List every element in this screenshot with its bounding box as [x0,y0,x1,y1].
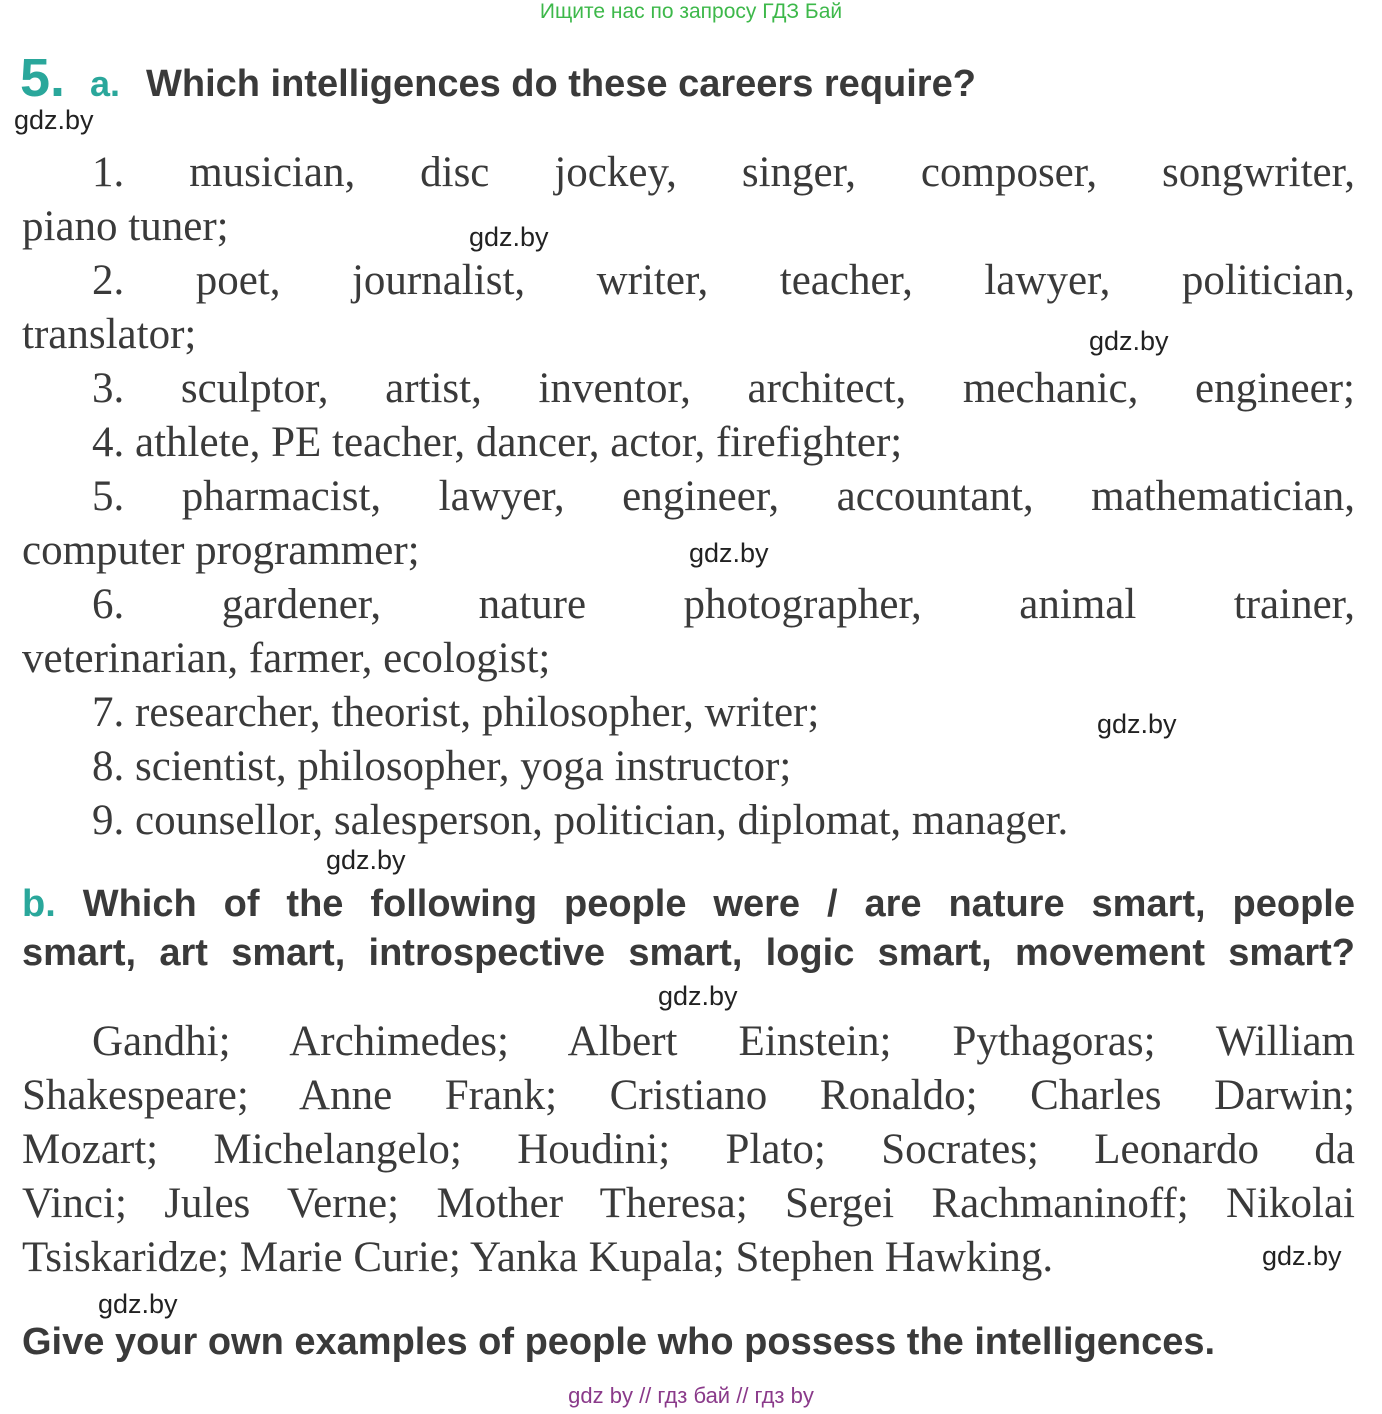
career-line: 4. athlete, PE teacher, dancer, actor, firefighter; [92,419,903,466]
career-line: 3. sculptor, artist, inventor, architect, mechanic, engineer; [92,365,1355,412]
names-line: Mozart; Michelangelo; Houdini; Plato; Socrates; Leonardo da [22,1126,1355,1173]
names-line: Shakespeare; Anne Frank; Cristiano Ronaldo; Charles Darwin; [22,1072,1355,1119]
part-b-question-line [22,882,1355,926]
names-line: Gandhi; Archimedes; Albert Einstein; Pythagoras; William [92,1018,1355,1065]
top-banner: Ищите нас по запросу ГДЗ Бай [539,0,843,23]
watermark: gdz.by [658,981,738,1011]
career-line: translator; [22,311,197,358]
career-line: 1. musician, disc jockey, singer, composer, songwriter, [92,149,1355,196]
watermark: gdz.by [98,1289,178,1319]
names-line: Tsiskaridze; Marie Curie; Yanka Kupala; Stephen Hawking. [22,1234,1054,1281]
footer: gdz by // гдз бай // гдз by [568,1383,814,1408]
career-line: 2. poet, journalist, writer, teacher, lawyer, politician, [92,257,1355,304]
part-b-letter: b. [22,883,56,925]
watermark: gdz.by [14,105,94,135]
career-line: 6. gardener, nature photographer, animal trainer, [92,581,1355,628]
watermark: gdz.by [326,845,406,875]
names-line: Vinci; Jules Verne; Mother Theresa; Sergei Rachmaninoff; Nikolai [22,1180,1355,1227]
part-a-question: Which intelligences do these careers require? [146,63,976,105]
career-line: 5. pharmacist, lawyer, engineer, accountant, mathematician, [92,473,1355,520]
exercise-number: 5. [20,48,66,108]
career-line: 8. scientist, philosopher, yoga instructor; [92,743,792,790]
part-b-question-line: smart, art smart, introspective smart, logic smart, movement smart? [22,932,1355,974]
career-line: computer programmer; [22,527,420,574]
part-b-question-text: Which of the following people were / are nature smart, people [82,883,1355,925]
watermark: gdz.by [1097,709,1177,739]
career-line: 7. researcher, theorist, philosopher, writer; [92,689,820,736]
watermark: gdz.by [1262,1241,1342,1271]
career-line: veterinarian, farmer, ecologist; [22,635,551,682]
watermark: gdz.by [469,222,549,252]
career-line: piano tuner; [22,203,229,250]
watermark: gdz.by [689,538,769,568]
final-task: Give your own examples of people who possess the intelligences. [22,1321,1216,1363]
watermark: gdz.by [1089,326,1169,356]
part-a-letter: a. [90,63,121,104]
career-line: 9. counsellor, salesperson, politician, diplomat, manager. [92,797,1069,844]
